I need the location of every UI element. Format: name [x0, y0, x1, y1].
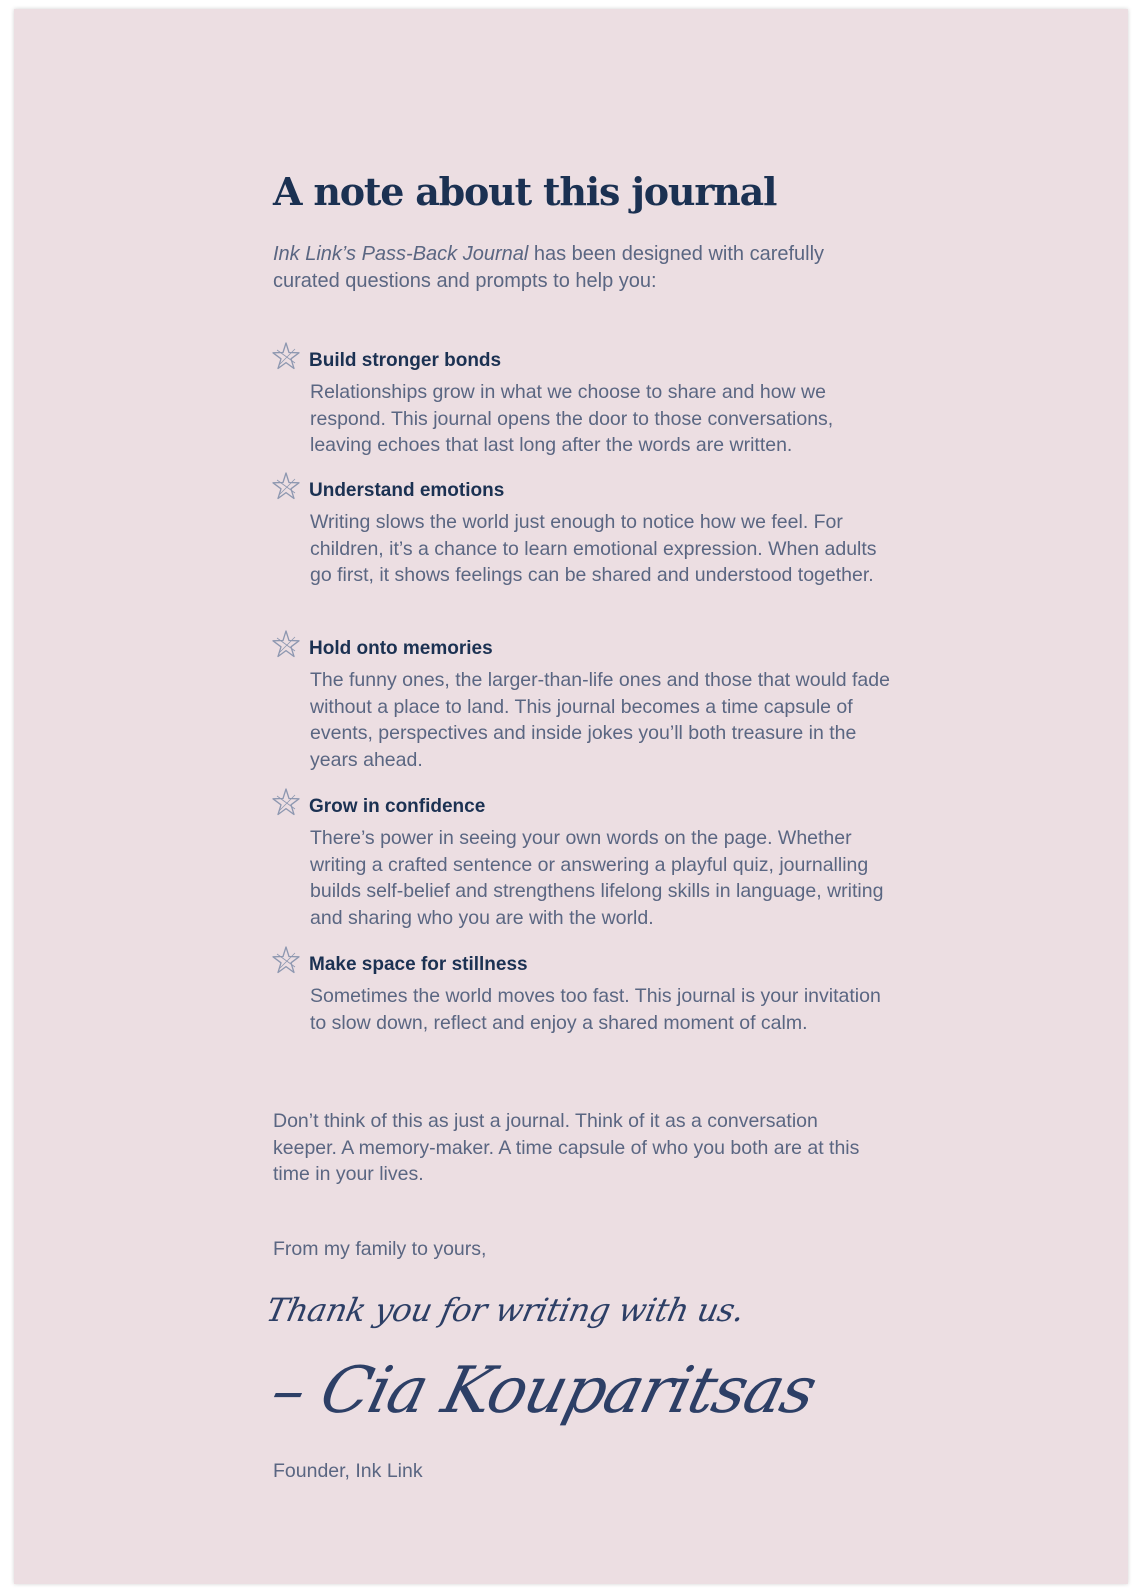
benefit-heading: Make space for stillness: [309, 954, 528, 975]
closing-paragraph: Don’t think of this as just a journal. Think of it as a conversation keeper. A memory-maker. A time capsule of who you both are at this time in your lives.: [273, 1110, 860, 1185]
star-icon: [271, 945, 301, 975]
journal-name: Ink Link’s Pass-Back Journal: [273, 243, 529, 265]
benefit-heading: Grow in confidence: [309, 796, 486, 817]
star-icon: [271, 629, 301, 659]
from-line: From my family to yours,: [273, 1238, 487, 1260]
founder-title: Founder, Ink Link: [273, 1460, 423, 1482]
page: [14, 9, 1128, 1584]
benefit-body: Relationships grow in what we choose to share and how we respond. This journal opens the door to those conversations, leaving echoes that last long after the words are written.: [310, 381, 834, 456]
benefit-body: Writing slows the world just enough to notice how we feel. For children, it’s a chance to learn emotional expression. When adults go first, it shows feelings can be shared and understood together.: [310, 511, 877, 586]
benefit-body: The funny ones, the larger-than-life ones and those that would fade without a place to land. This journal becomes a time capsule of events, perspectives and inside jokes you’ll both treasure in the years ahead.: [310, 669, 890, 771]
benefit-heading: Hold onto memories: [309, 638, 493, 659]
signature: – Cia Kouparitsas: [263, 1354, 823, 1428]
intro-text: has been designed with carefully curated questions and prompts to help you:: [273, 243, 825, 292]
benefit-body: There’s power in seeing your own words on the page. Whether writing a crafted sentence or answering a playful quiz, journalling builds self-belief and strengthens lifelong skills in language, writing and sharing who you are with the world.: [310, 827, 884, 929]
benefit-body: Sometimes the world moves too fast. This journal is your invitation to slow down, reflect and enjoy a shared moment of calm.: [310, 985, 881, 1034]
intro-paragraph: [273, 241, 873, 295]
star-icon: [271, 341, 301, 371]
star-icon: [271, 787, 301, 817]
star-icon: [271, 471, 301, 501]
benefit-heading: Understand emotions: [309, 480, 505, 501]
page-title: A note about this journal: [273, 169, 777, 214]
benefit-heading: Build stronger bonds: [309, 350, 502, 371]
thank-you-script: Thank you for writing with us.: [262, 1291, 748, 1329]
